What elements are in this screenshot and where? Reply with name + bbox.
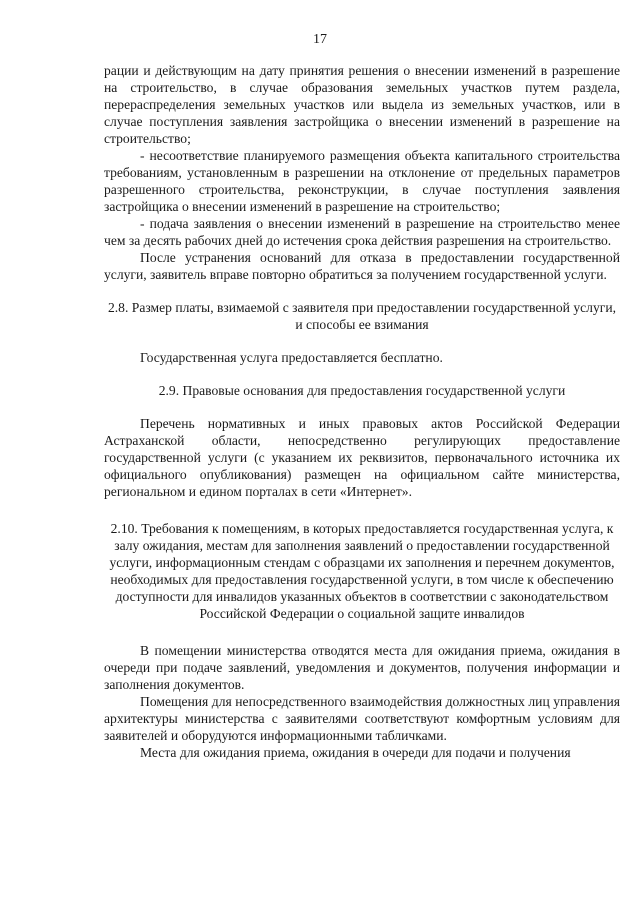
paragraph-free-of-charge: Государственная услуга предоставляется бесплатно. bbox=[140, 350, 443, 365]
page-number: 17 bbox=[313, 32, 327, 47]
paragraph-reapply: После устранения оснований для отказа в предоставлении государственной услуги, заявитель вправе повторно обратиться за получением государственной услуги. bbox=[104, 250, 620, 282]
section-heading-2-9: 2.9. Правовые основания для предоставления государственной услуги bbox=[158, 383, 566, 398]
paragraph-late-application: - подача заявления о внесении изменений в разрешение на строительство менее чем за десять рабочих дней до истечения срока действия разрешения на строительство. bbox=[104, 216, 620, 248]
paragraph-legal-acts: Перечень нормативных и иных правовых актов Российской Федерации Астраханской области, непосредственно регулирующих предоставление государственной услуги (с указанием их реквизитов, первоначального источника их официального опубликования) размещен на официальном сайте министерства, региональном и едином порталах в сети «Интернет». bbox=[104, 416, 620, 499]
paragraph-interaction-rooms: Помещения для непосредственного взаимодействия должностных лиц управления архитектуры министерства с заявителями соответствуют комфортным условиям для заявителей и оборудуются информационными табличками. bbox=[104, 694, 620, 743]
paragraph-continuation: рации и действующим на дату принятия решения о внесении изменений в разрешение на строительство, в случае образования земельных участков путем раздела, перераспределения земельных участков или выдела из земельных участков, или в случае поступления заявления застройщика о внесении изменений в разрешение на строительство; bbox=[104, 63, 620, 146]
section-heading-2-10: 2.10. Требования к помещениям, в которых предоставляется государственная услуга, к залу ожидания, местам для заполнения заявлений о предоставлении государственной услуги, информационным стендам с образцами их заполнения и перечнем документов, необходимых для предоставления государственной услуги, в том числе к обеспечению доступности для инвалидов указанных объектов в соответствии с законодательством Российской Федерации о социальной защите инвалидов bbox=[109, 521, 615, 621]
page-content bbox=[104, 62, 620, 761]
section-heading-2-8: 2.8. Размер платы, взимаемой с заявителя при предоставлении государственной услуги, и способы ее взимания bbox=[107, 300, 617, 332]
paragraph-noncompliance: - несоответствие планируемого размещения объекта капитального строительства требованиям, установленным в разрешении на отклонение от предельных параметров разрешенного строительства, реконструкции, в случае поступления заявления застройщика о внесении изменений в разрешение на строительство; bbox=[104, 148, 620, 214]
paragraph-waiting-areas: В помещении министерства отводятся места для ожидания приема, ожидания в очереди при подаче заявлений, уведомления и документов, получения информации и заполнения документов. bbox=[104, 643, 620, 692]
paragraph-waiting-places: Места для ожидания приема, ожидания в очереди для подачи и получения bbox=[140, 745, 571, 760]
